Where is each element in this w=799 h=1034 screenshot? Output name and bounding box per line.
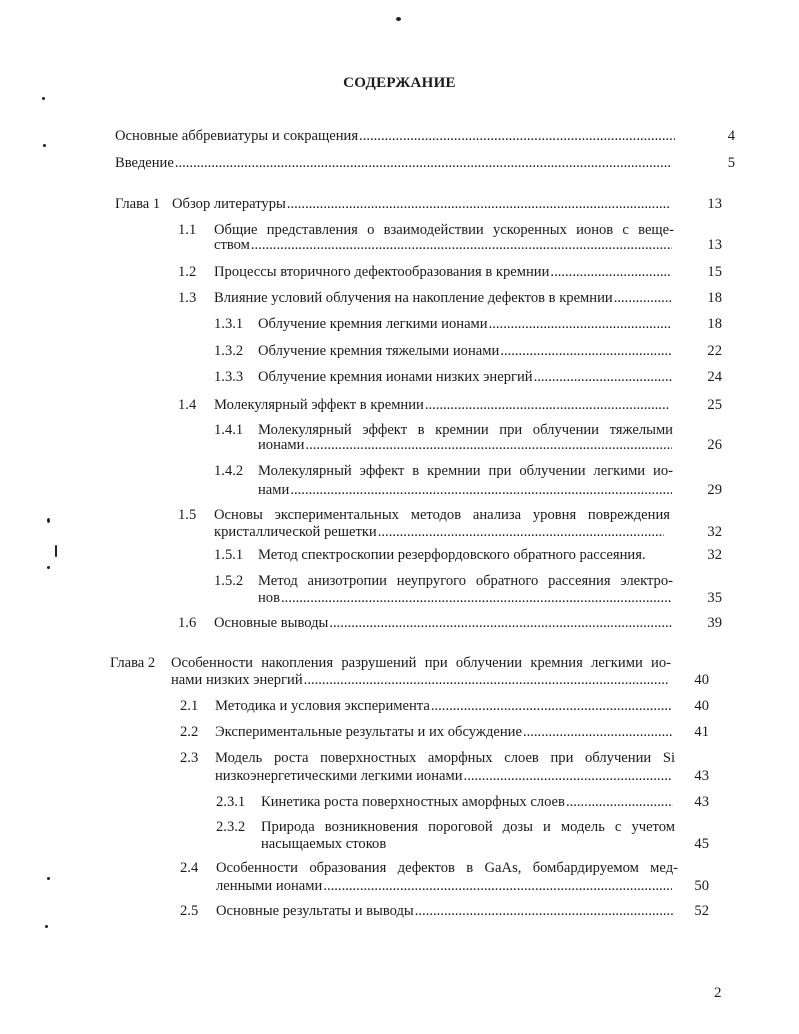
toc-page: 43 — [694, 768, 709, 784]
toc-page: 25 — [707, 397, 722, 413]
toc-label-line2: ленными ионами — [216, 878, 323, 894]
toc-page: 13 — [707, 196, 722, 212]
page-title: СОДЕРЖАНИЕ — [343, 75, 456, 91]
subsection-number: 1.4.2 — [214, 463, 244, 479]
subsection-number: 1.3.2 — [214, 343, 244, 359]
scan-speck — [47, 566, 50, 569]
toc-label: Обзор литературы — [172, 196, 286, 212]
chapter-number: Глава 1 — [115, 196, 161, 212]
toc-label: Введение — [115, 155, 174, 171]
section-number: 1.6 — [178, 615, 197, 631]
section-number: 1.2 — [178, 264, 197, 280]
chapter-number: Глава 2 — [110, 655, 156, 671]
toc-label-line1: Основы экспериментальных методов анализа уровня повреждения — [214, 507, 670, 523]
toc-label: Облучение кремния ионами низких энергий — [258, 369, 533, 385]
section-number: 2.3 — [180, 750, 199, 766]
scan-speck — [396, 17, 401, 21]
toc-label-line1: Особенности образования дефектов в GaAs, бомбардируемом мед- — [216, 860, 678, 876]
toc-label-line2: ионами — [258, 437, 305, 453]
toc-page: 24 — [707, 369, 722, 385]
toc-label-line1: Молекулярный эффект в кремнии при облучении тяжелыми — [258, 422, 673, 438]
scan-speck — [47, 518, 50, 523]
toc-label-line2: низкоэнергетическими легкими ионами — [215, 768, 463, 784]
toc-page: 40 — [694, 672, 709, 688]
subsection-number: 2.3.1 — [216, 794, 246, 810]
section-number: 1.5 — [178, 507, 197, 523]
toc-page: 26 — [707, 437, 722, 453]
subsection-number: 1.5.1 — [214, 547, 244, 563]
toc-label-line2: нами — [258, 482, 290, 498]
toc-label-line2: насыщаемых стоков — [261, 836, 387, 852]
toc-label: Метод спектроскопии резерфордовского обратного рассеяния. — [258, 547, 646, 563]
toc-page: 18 — [707, 316, 722, 332]
toc-page: 15 — [707, 264, 722, 280]
toc-label-line1: Общие представления о взаимодействии ускоренных ионов с веще- — [214, 222, 674, 238]
subsection-number: 1.3.1 — [214, 316, 244, 332]
section-number: 1.4 — [178, 397, 197, 413]
subsection-number: 1.4.1 — [214, 422, 244, 438]
subsection-number: 1.3.3 — [214, 369, 244, 385]
toc-page: 18 — [707, 290, 722, 306]
section-number: 2.4 — [180, 860, 199, 876]
toc-label: Молекулярный эффект в кремнии — [214, 397, 424, 413]
toc-label: Облучение кремния тяжелыми ионами — [258, 343, 500, 359]
toc-page: 35 — [707, 590, 722, 606]
toc-page: 22 — [707, 343, 722, 359]
toc-page: 45 — [694, 836, 709, 852]
section-number: 2.1 — [180, 698, 199, 714]
toc-label-line1: Метод анизотропии неупругого обратного рассеяния электро- — [258, 573, 673, 589]
toc-label-line2: ством — [214, 237, 250, 253]
page-number: 2 — [714, 985, 722, 1001]
subsection-number: 1.5.2 — [214, 573, 244, 589]
toc-label: Облучение кремния легкими ионами — [258, 316, 488, 332]
toc-label: Методика и условия эксперимента — [215, 698, 430, 714]
scan-speck — [55, 545, 57, 557]
scan-speck — [43, 144, 46, 147]
toc-page: 40 — [694, 698, 709, 714]
toc-label-line1: Особенности накопления разрушений при облучении кремния легкими ио- — [171, 655, 671, 671]
section-number: 2.5 — [180, 903, 199, 919]
toc-page: 29 — [707, 482, 722, 498]
toc-page: 32 — [707, 524, 722, 540]
toc-label: Кинетика роста поверхностных аморфных слоев — [261, 794, 565, 810]
toc-page: 39 — [707, 615, 722, 631]
toc-label-line2: кристаллической решетки — [214, 524, 377, 540]
toc-page: 5 — [727, 155, 735, 171]
subsection-number: 2.3.2 — [216, 819, 246, 835]
toc-label-line2: нов — [258, 590, 280, 606]
scan-speck — [47, 877, 50, 880]
toc-label-line1: Молекулярный эффект в кремнии при облучении легкими ио- — [258, 463, 673, 479]
toc-page: 50 — [694, 878, 709, 894]
toc-label: Экспериментальные результаты и их обсуждение — [215, 724, 522, 740]
scan-speck — [45, 925, 48, 928]
toc-page: 52 — [694, 903, 709, 919]
scan-speck — [42, 97, 45, 100]
toc-label: Основные результаты и выводы — [216, 903, 414, 919]
section-number: 1.1 — [178, 222, 197, 238]
toc-label-line1: Модель роста поверхностных аморфных слоев при облучении Si — [215, 750, 675, 766]
toc-page: 43 — [694, 794, 709, 810]
toc-label-line2: нами низких энергий — [171, 672, 303, 688]
toc-page: 32 — [707, 547, 722, 563]
toc-label: Процессы вторичного дефектообразования в кремнии — [214, 264, 550, 280]
toc-label: Основные аббревиатуры и сокращения — [115, 128, 359, 144]
toc-page: 41 — [694, 724, 709, 740]
toc-label-line1: Природа возникновения пороговой дозы и модель с учетом — [261, 819, 675, 835]
toc-label: Основные выводы — [214, 615, 329, 631]
toc-label: Влияние условий облучения на накопление дефектов в кремнии — [214, 290, 613, 306]
section-number: 2.2 — [180, 724, 199, 740]
section-number: 1.3 — [178, 290, 197, 306]
toc-page: 13 — [707, 237, 722, 253]
toc-page: 4 — [727, 128, 735, 144]
